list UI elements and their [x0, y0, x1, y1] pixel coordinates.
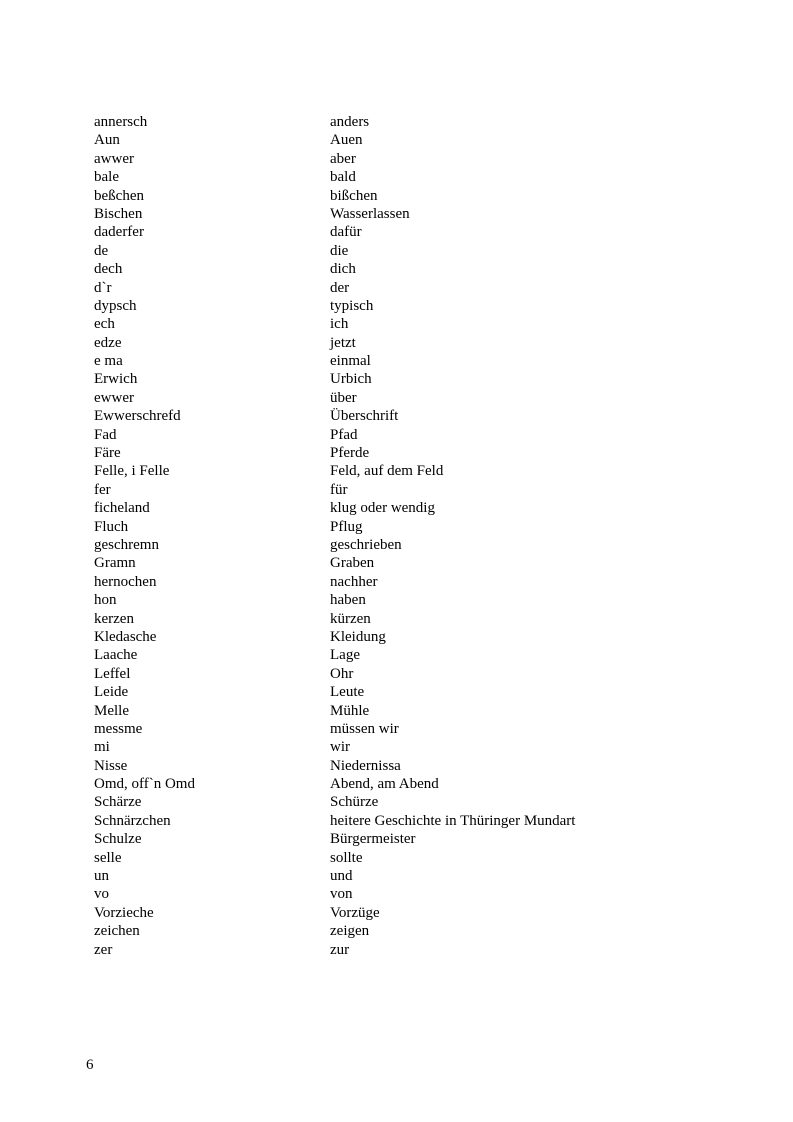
dialect-term: daderfer — [94, 224, 144, 241]
standard-meaning: Lage — [330, 647, 360, 664]
standard-meaning: der — [330, 279, 350, 296]
dialect-term: Bischen — [94, 205, 143, 222]
glossary-row — [94, 481, 694, 499]
standard-meaning: haben — [330, 592, 366, 609]
standard-meaning: sollte — [330, 849, 363, 866]
standard-meaning: für — [330, 481, 348, 498]
dialect-term: geschremn — [94, 536, 159, 553]
glossary-row — [94, 941, 694, 959]
glossary-row — [94, 628, 694, 646]
glossary-row — [94, 885, 694, 903]
glossary-row — [94, 793, 694, 811]
dialect-term: Fad — [94, 426, 117, 443]
dialect-term: Aun — [94, 132, 120, 149]
dialect-term: messme — [94, 720, 143, 737]
standard-meaning: die — [330, 242, 349, 259]
standard-meaning: müssen wir — [330, 720, 399, 737]
glossary-row — [94, 334, 694, 352]
standard-meaning: kürzen — [330, 610, 371, 627]
standard-meaning: wir — [330, 739, 350, 756]
dialect-term: Vorzieche — [94, 904, 154, 921]
glossary-row — [94, 720, 694, 738]
standard-meaning: bißchen — [330, 187, 378, 204]
glossary-row — [94, 904, 694, 922]
glossary-row — [94, 223, 694, 241]
glossary-row — [94, 205, 694, 223]
dialect-term: hon — [94, 592, 117, 609]
dialect-term: annersch — [94, 114, 148, 130]
standard-meaning: Leute — [330, 684, 365, 701]
standard-meaning: Pfad — [330, 426, 358, 443]
standard-meaning: Auen — [330, 132, 363, 149]
glossary-row — [94, 554, 694, 572]
standard-meaning: heitere Geschichte in Thüringer Mundart — [330, 812, 576, 829]
dialect-term: dypsch — [94, 297, 137, 314]
dialect-term: selle — [94, 849, 122, 866]
dialect-term: Schulze — [94, 831, 142, 848]
standard-meaning: Wasserlassen — [330, 205, 410, 222]
dialect-term: mi — [94, 739, 110, 756]
page-number: 6 — [86, 1057, 94, 1073]
glossary-row — [94, 444, 694, 462]
dialect-term: e ma — [94, 353, 123, 370]
standard-meaning: Ohr — [330, 665, 354, 682]
dialect-term: edze — [94, 334, 122, 351]
standard-meaning: Feld, auf dem Feld — [330, 463, 444, 480]
standard-meaning: dafür — [330, 224, 362, 241]
standard-meaning: Graben — [330, 555, 375, 572]
standard-meaning: Pferde — [330, 445, 370, 462]
glossary-table — [94, 113, 694, 959]
standard-meaning: Abend, am Abend — [330, 776, 439, 793]
glossary-row — [94, 113, 694, 131]
standard-meaning: und — [330, 868, 353, 885]
glossary-row — [94, 187, 694, 205]
dialect-term: Felle, i Felle — [94, 463, 170, 480]
glossary-row — [94, 150, 694, 168]
glossary-row — [94, 315, 694, 333]
standard-meaning: Überschrift — [330, 408, 399, 425]
glossary-row — [94, 260, 694, 278]
dialect-term: hernochen — [94, 573, 157, 590]
dialect-term: Färe — [94, 445, 121, 462]
standard-meaning: klug oder wendig — [330, 500, 435, 517]
glossary-row — [94, 849, 694, 867]
glossary-row — [94, 536, 694, 554]
dialect-term: Fluch — [94, 518, 129, 535]
glossary-row — [94, 646, 694, 664]
standard-meaning: einmal — [330, 353, 371, 370]
standard-meaning: nachher — [330, 573, 378, 590]
standard-meaning: Vorzüge — [330, 904, 380, 921]
standard-meaning: Kleidung — [330, 628, 386, 645]
glossary-row — [94, 775, 694, 793]
standard-meaning: von — [330, 886, 353, 903]
dialect-term: Schärze — [94, 794, 142, 811]
dialect-term: Schnärzchen — [94, 812, 171, 829]
standard-meaning: bald — [330, 169, 356, 186]
standard-meaning: typisch — [330, 297, 374, 314]
dialect-term: Laache — [94, 647, 138, 664]
standard-meaning: über — [330, 389, 357, 406]
standard-meaning: Mühle — [330, 702, 370, 719]
dialect-term: zeichen — [94, 923, 140, 940]
glossary-row — [94, 426, 694, 444]
glossary-row — [94, 279, 694, 297]
dialect-term: vo — [94, 886, 109, 903]
standard-meaning: Pflug — [330, 518, 363, 535]
dialect-term: un — [94, 868, 109, 885]
standard-meaning: aber — [330, 150, 356, 167]
standard-meaning: zeigen — [330, 923, 370, 940]
standard-meaning: Bürgermeister — [330, 831, 416, 848]
standard-meaning: jetzt — [330, 334, 356, 351]
standard-meaning: Urbich — [330, 371, 372, 388]
dialect-term: ficheland — [94, 500, 150, 517]
dialect-term: fer — [94, 481, 111, 498]
dialect-term: dech — [94, 261, 123, 278]
dialect-term: Omd, off`n Omd — [94, 776, 195, 793]
dialect-term: awwer — [94, 150, 134, 167]
glossary-row — [94, 352, 694, 370]
glossary-row — [94, 297, 694, 315]
glossary-row — [94, 370, 694, 388]
dialect-term: ewwer — [94, 389, 134, 406]
standard-meaning: zur — [330, 941, 350, 958]
glossary-row — [94, 922, 694, 940]
glossary-row — [94, 499, 694, 517]
dialect-term: Melle — [94, 702, 129, 719]
dialect-term: Erwich — [94, 371, 138, 388]
dialect-term: beßchen — [94, 187, 144, 204]
glossary-row — [94, 610, 694, 628]
dialect-term: kerzen — [94, 610, 134, 627]
glossary-row — [94, 407, 694, 425]
standard-meaning: anders — [330, 114, 370, 130]
dialect-term: d`r — [94, 279, 112, 296]
standard-meaning: Schürze — [330, 794, 379, 811]
glossary-row — [94, 757, 694, 775]
dialect-term: bale — [94, 169, 119, 186]
glossary-row — [94, 131, 694, 149]
glossary-row — [94, 573, 694, 591]
glossary-row — [94, 518, 694, 536]
standard-meaning: Niedernissa — [330, 757, 401, 774]
dialect-term: Leffel — [94, 665, 131, 682]
glossary-row — [94, 242, 694, 260]
dialect-term: de — [94, 242, 109, 259]
glossary-row — [94, 389, 694, 407]
dialect-term: Ewwerschrefd — [94, 408, 181, 425]
glossary-row — [94, 683, 694, 701]
standard-meaning: ich — [330, 316, 349, 333]
glossary-row — [94, 462, 694, 480]
dialect-term: Leide — [94, 684, 129, 701]
dialect-term: Nisse — [94, 757, 128, 774]
standard-meaning: dich — [330, 261, 356, 278]
dialect-term: Gramn — [94, 555, 136, 572]
standard-meaning: geschrieben — [330, 536, 402, 553]
glossary-row — [94, 168, 694, 186]
glossary-row — [94, 665, 694, 683]
dialect-term: ech — [94, 316, 115, 333]
glossary-row — [94, 591, 694, 609]
dialect-term: Kledasche — [94, 628, 157, 645]
glossary-row — [94, 738, 694, 756]
dialect-term: zer — [94, 941, 113, 958]
glossary-row — [94, 702, 694, 720]
glossary-row — [94, 830, 694, 848]
glossary-row — [94, 867, 694, 885]
glossary-row — [94, 812, 694, 830]
